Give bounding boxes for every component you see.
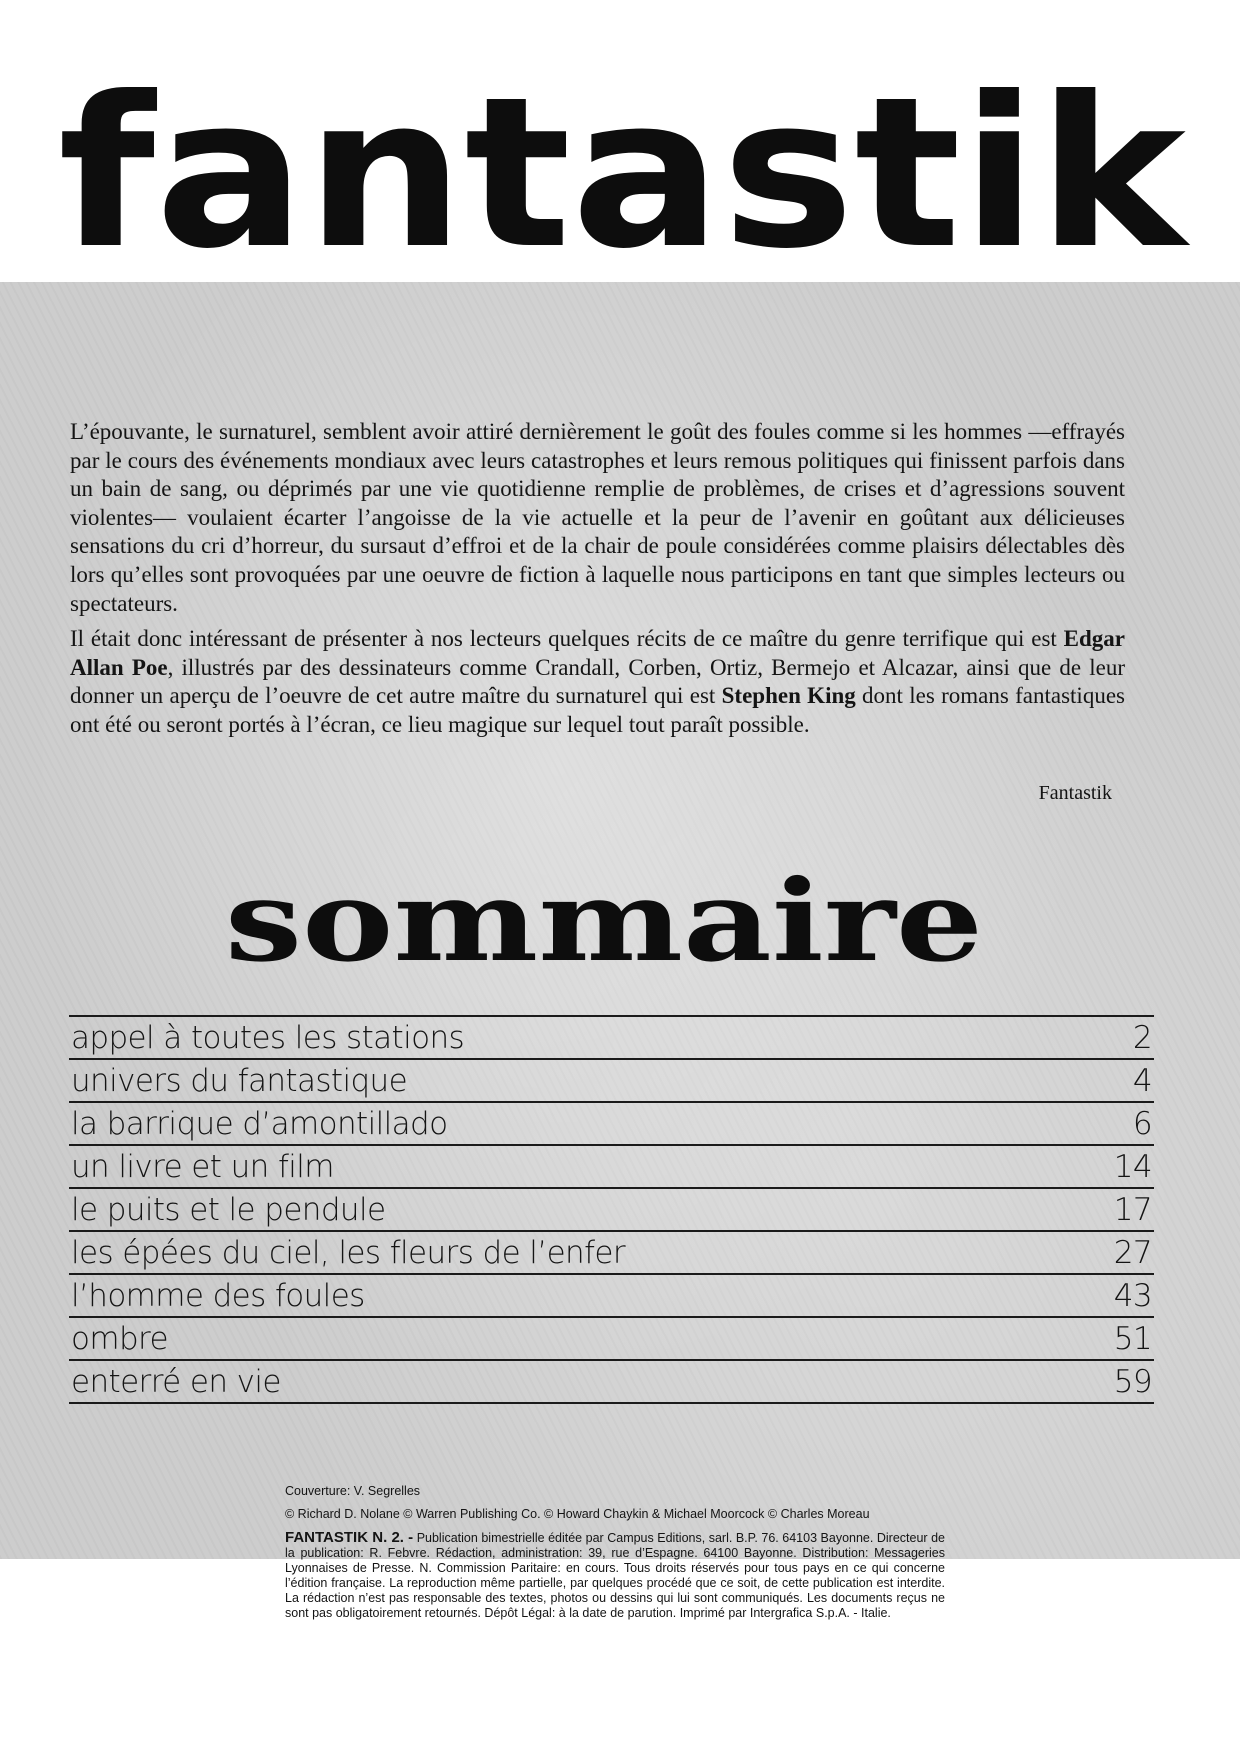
toc-entry[interactable] (69, 1103, 1154, 1146)
signature: Fantastik (1038, 782, 1112, 804)
toc-entry-page: 14 (1113, 1149, 1152, 1185)
sommaire-heading (225, 856, 985, 990)
toc-entry-page: 6 (1132, 1106, 1152, 1142)
toc-entry-title: les épées du ciel, les fleurs de l’enfer (71, 1235, 626, 1271)
toc-entry-page: 27 (1113, 1235, 1152, 1271)
credits-block (285, 1484, 945, 1621)
toc-entry[interactable] (69, 1318, 1154, 1361)
toc-entry[interactable] (69, 1275, 1154, 1318)
toc-entry-title: l’homme des foules (71, 1278, 365, 1314)
intro-paragraph-1: L’épouvante, le surnaturel, semblent avoir attiré dernièrement le goût des foules comme si les hommes —effrayés par le cours des événements mondiaux avec leurs catastrophes et leurs remous politiques qui finissent parfois dans un bain de sang, ou déprimés par une vie quotidienne remplie de problèmes, de crises et d’agressions souvent violentes— voulaient écarter l’angoisse de la vie actuelle et la peur de l’avenir en goûtant aux délicieuses sensations du cri d’horreur, du sursaut d’effroi et de la chair de poule considérées comme plaisirs délectables dès lors qu’elles sont provoquées par une oeuvre de fiction à laquelle nous participons en tant que simples lecteurs ou spectateurs. (70, 419, 1125, 616)
masthead-title: fantastik (58, 53, 1192, 295)
intro-text (70, 418, 1125, 747)
intro-paragraph-2: Il était donc intéressant de présenter à nos lecteurs quelques récits de ce maître du genre terrifique qui est Edgar Allan Poe, illustrés par des dessinateurs comme Crandall, Corben, Ortiz, Bermejo et Alcazar, ainsi que de leur donner un aperçu de l’oeuvre de cet autre maître du surnaturel qui est Stephen King dont les romans fantastiques ont été ou seront portés à l’écran, ce lieu magique sur lequel tout paraît possible. (70, 626, 1125, 737)
toc-entry-title: le puits et le pendule (71, 1192, 386, 1228)
author-poe: Edgar Allan Poe (70, 626, 1125, 680)
toc-entry-page: 51 (1113, 1321, 1152, 1357)
toc-entry-page: 59 (1113, 1364, 1152, 1400)
toc-entry[interactable] (69, 1017, 1154, 1060)
toc-entry[interactable] (69, 1189, 1154, 1232)
legal-text: Publication bimestrielle éditée par Campus Editions, sarl. B.P. 76. 64103 Bayonne. Directeur de la publication: R. Febvre. Rédaction, administration: 39, rue d’Espagne. 64100 Bayonne. Distribution: Messageries Lyonnaises de Presse. N. Commission Paritaire: en cours. Tous droits réservés pour tous pays en ce qui concerne l’édition française. La reproduction même partielle, par quelques procédé que ce soit, de cette publication est interdite. La rédaction n’est pas responsable des textes, photos ou dessins qui lui sont communiqués. Les documents reçus ne sont pas obligatoirement retournés. Dépôt Légal: à la date de parution. Imprimé par Intergrafica S.p.A. - Italie. (285, 1531, 945, 1620)
copyright-line: © Richard D. Nolane © Warren Publishing Co. © Howard Chaykin & Michael Moorcock © Charles Moreau (285, 1507, 870, 1521)
toc-entry-page: 4 (1132, 1063, 1152, 1099)
toc-entry-page: 17 (1113, 1192, 1152, 1228)
toc-entry-page: 43 (1113, 1278, 1152, 1314)
toc-entry[interactable] (69, 1361, 1154, 1404)
legal-title: FANTASTIK N. 2. - (285, 1529, 414, 1546)
toc-entry-title: la barrique d’amontillado (71, 1106, 448, 1142)
toc-entry-title: un livre et un film (71, 1149, 334, 1185)
legal-notice (285, 1530, 945, 1621)
author-king: Stephen King (721, 683, 856, 709)
sommaire-heading-text: sommaire (225, 856, 983, 987)
cover-credit: Couverture: V. Segrelles (285, 1484, 421, 1498)
toc-entry-title: ombre (71, 1321, 168, 1357)
toc-entry[interactable] (69, 1060, 1154, 1103)
toc-entry[interactable] (69, 1146, 1154, 1189)
toc-entry-title: appel à toutes les stations (71, 1020, 465, 1056)
masthead-logo (58, 40, 1192, 340)
toc-entry-title: univers du fantastique (71, 1063, 408, 1099)
toc-entry-title: enterré en vie (71, 1364, 281, 1400)
toc-entry-page: 2 (1132, 1020, 1152, 1056)
table-of-contents (69, 1015, 1154, 1404)
toc-entry[interactable] (69, 1232, 1154, 1275)
